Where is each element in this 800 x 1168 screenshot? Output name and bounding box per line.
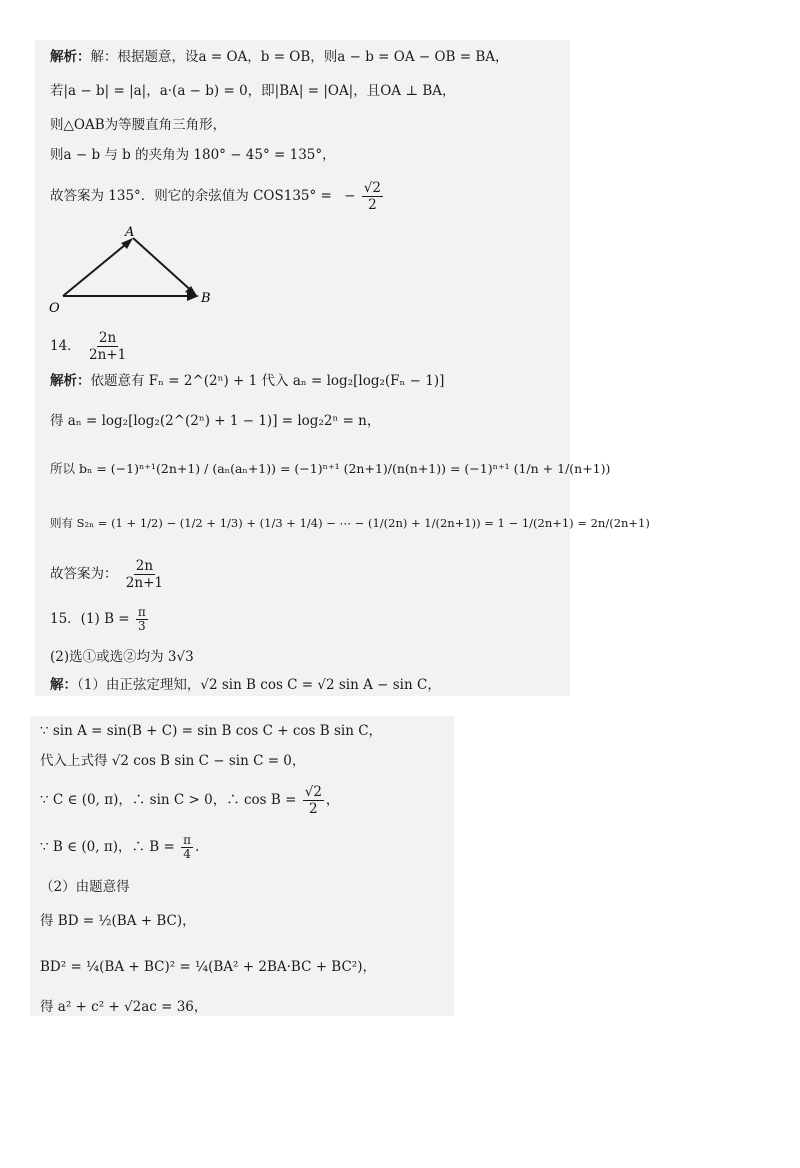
label-a: A — [125, 225, 135, 240]
denominator: 2 — [368, 197, 377, 213]
fraction — [136, 606, 148, 633]
analysis-label: 解析： — [50, 49, 91, 65]
text: （1）由正弦定理知，√2 sin B cos C = √2 sin A − sin C， — [77, 677, 441, 693]
fraction — [181, 834, 193, 861]
numerator: √2 — [363, 180, 381, 196]
text: 15．(1) B = — [50, 611, 130, 627]
text: 解：根据题意，设a = OA，b = OB，则a − b = OA − OB = BA， — [90, 49, 509, 65]
text: 故答案为： — [50, 566, 118, 582]
solution-15-line-4 — [40, 784, 339, 817]
analysis-label: 解析： — [50, 373, 91, 389]
solution-15-line-8: BD² = ¼(BA + BC)² = ¼(BA² + 2BA·BC + BC²)， — [40, 959, 376, 975]
text: 故答案为 135°．则它的余弦值为 COS135° = — [50, 188, 332, 204]
fraction — [303, 784, 324, 817]
denominator: 2n+1 — [88, 347, 127, 363]
solution-15-line-3: 代入上式得 √2 cos B sin C − sin C = 0， — [40, 753, 306, 769]
label-o: O — [49, 301, 60, 316]
answer-15-part-1 — [50, 606, 150, 633]
numerator: π — [137, 605, 146, 619]
solution-13-line-3: 则△OAB为等腰直角三角形， — [50, 117, 227, 133]
solution-13-line-1 — [50, 48, 509, 66]
numerator: 2n — [135, 558, 154, 574]
solution-13-line-4: 则a − b 与 b 的夹角为 180° − 45° = 135°， — [50, 147, 336, 163]
segment-oa — [63, 240, 131, 296]
solution-panel-top — [35, 40, 570, 696]
question-number: 14． — [50, 338, 81, 354]
solution-15-line-2: ∵ sin A = sin(B + C) = sin B cos C + cos B sin C， — [40, 723, 383, 739]
denominator: 4 — [183, 847, 191, 861]
denominator: 3 — [138, 619, 146, 633]
denominator: 2 — [309, 801, 318, 817]
text: 依题意有 Fₙ = 2^(2ⁿ) + 1 代入 aₙ = log₂[log₂(Fₙ − 1)] — [90, 373, 445, 389]
label-b: B — [201, 291, 211, 306]
text: . — [194, 839, 200, 855]
denominator: 2n+1 — [125, 575, 163, 591]
numerator: √2 — [304, 784, 322, 800]
solution-14-line-4: 则有 S₂ₙ = (1 + 1/2) − (1/2 + 1/3) + (1/3 + 1/4) − ⋯ − (1/(2n) + 1/(2n+1)) = 1 − 1/(2n+1) = 2n/(2n+1) — [50, 516, 650, 530]
numerator: 2n — [98, 330, 117, 346]
answer-15-part-2: (2)选①或选②均为 3√3 — [50, 649, 194, 665]
fraction — [362, 180, 383, 213]
answer-14 — [50, 330, 130, 363]
text: ∵ C ∈ (0, π)，∴ sin C > 0，∴ cos B = — [40, 792, 297, 808]
text: ， — [325, 792, 340, 808]
solution-14-line-5 — [50, 558, 167, 591]
solution-13-line-5 — [50, 180, 385, 213]
solution-14-line-3: 所以 bₙ = (−1)ⁿ⁺¹(2n+1) / (aₙ(aₙ+1)) = (−1)ⁿ⁺¹ (2n+1)/(n(n+1)) = (−1)ⁿ⁺¹ (1/n + 1/(n+1)) — [50, 461, 611, 476]
text: ∵ B ∈ (0, π)，∴ B = — [40, 839, 175, 855]
solution-15-line-7: 得 BD = ½(BA + BC)， — [40, 913, 196, 929]
solution-15-line-1 — [50, 676, 441, 694]
triangle-oab-figure — [45, 222, 225, 318]
solution-label: 解： — [50, 677, 77, 693]
minus-sign: − — [344, 188, 356, 204]
solution-15-line-6: （2）由题意得 — [40, 879, 130, 895]
fraction — [87, 330, 128, 363]
solution-15-line-5 — [40, 834, 199, 861]
solution-14-line-1 — [50, 372, 444, 390]
numerator: π — [183, 833, 191, 847]
segment-ab — [133, 238, 195, 294]
solution-14-line-2: 得 aₙ = log₂[log₂(2^(2ⁿ) + 1 − 1)] = log₂2ⁿ = n， — [50, 413, 381, 429]
fraction — [124, 558, 165, 591]
solution-13-line-2: 若|a − b| = |a|，a·(a − b) = 0，即|BA| = |OA|，且OA ⊥ BA， — [50, 83, 456, 99]
solution-15-line-9: 得 a² + c² + √2ac = 36， — [40, 999, 208, 1015]
